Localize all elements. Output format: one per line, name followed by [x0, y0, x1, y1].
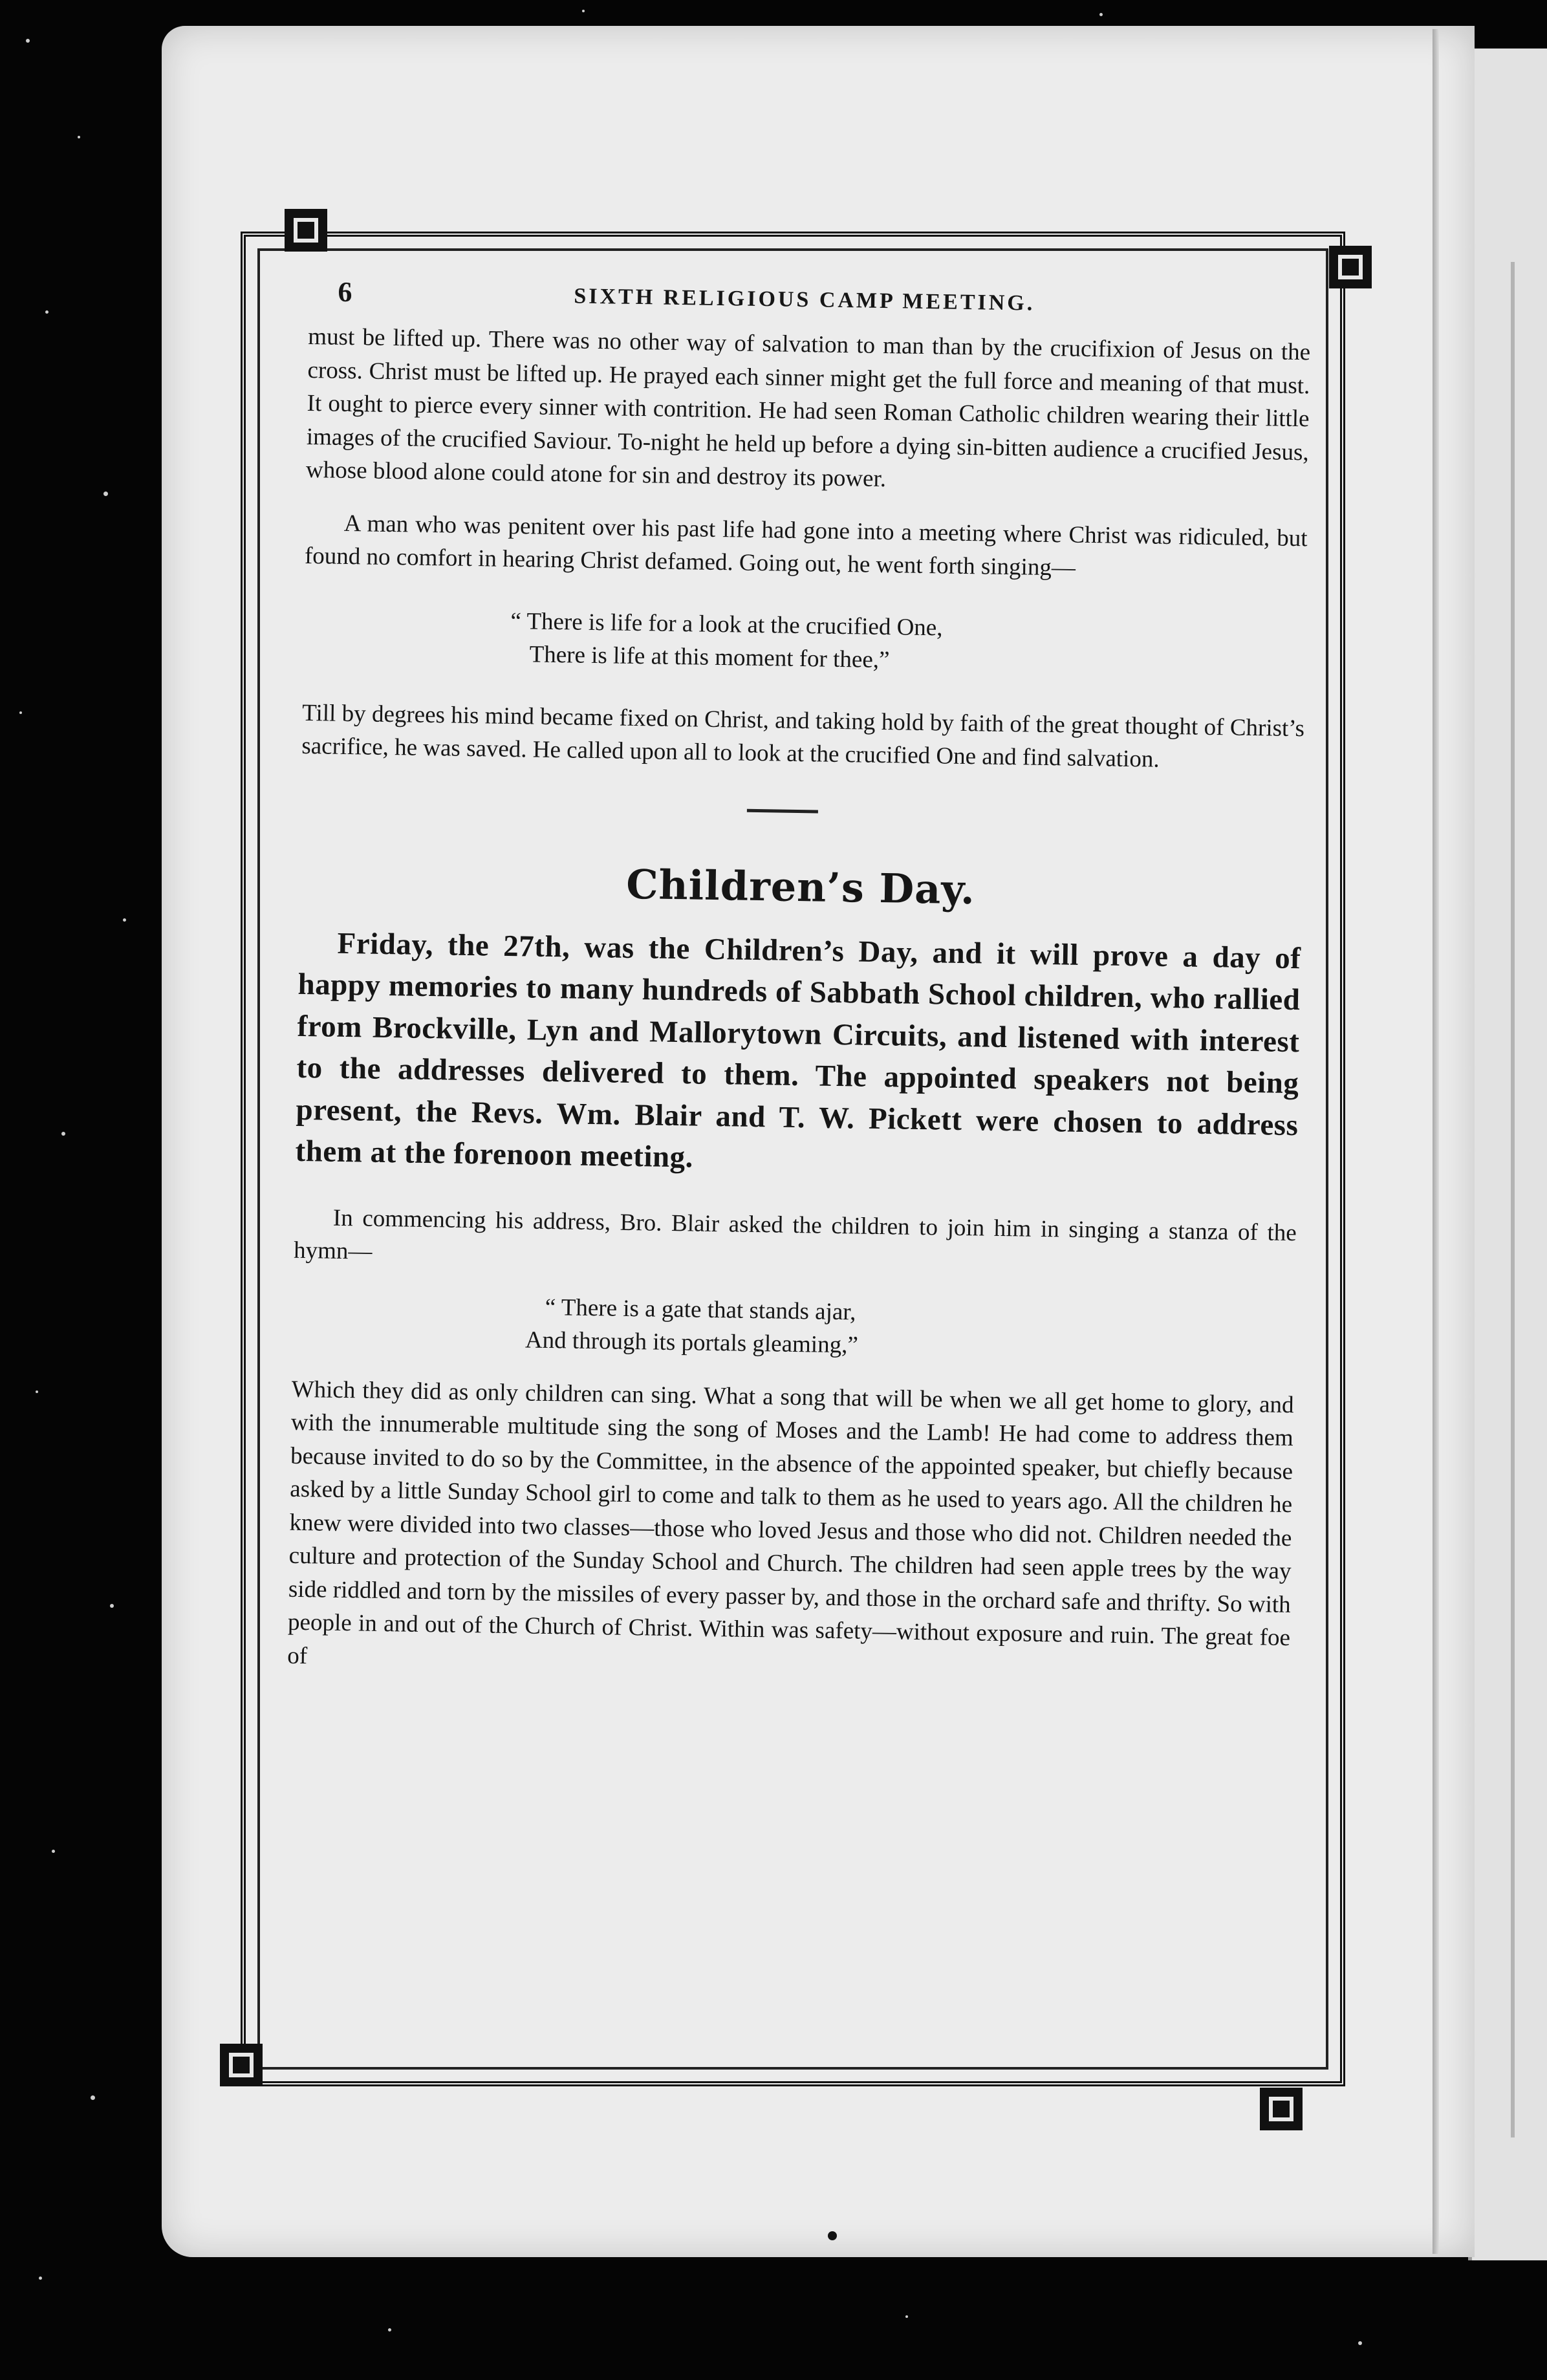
section-divider [747, 808, 818, 813]
adjacent-page-edge [1468, 49, 1547, 2260]
ink-spot [828, 2231, 837, 2240]
hymn-line-1: “ There is a gate that stands ajar, [545, 1293, 856, 1325]
sermon-paragraph-3: Till by degrees his mind became fixed on Christ, and taking hold by faith of the great thought of Christ’s sacrifice, he was saved. He called upon all to look at the crucified One and find salvation. [301, 699, 1305, 773]
corner-ornament-bottom-left [220, 2044, 263, 2086]
sermon-paragraph-2: A man who was penitent over his past life had gone into a meeting where Christ was ridiculed, but found no comfort in hearing Christ defamed. Going out, he went forth singing— [304, 510, 1308, 581]
adjacent-page-frame [1511, 262, 1541, 2137]
running-head-title: SIXTH RELIGIOUS CAMP MEETING. [574, 284, 1035, 316]
childrens-day-lead-paragraph: Friday, the 27th, was the Children’s Day, and it will prove a day of happy memories to many hundreds of Sabbath School children, who rallied from Brockville, Lyn and Mallorytown Circuits, and listened with interest to the addresses delivered to them. The appointed speakers not being present, the Revs. Wm. Blair and T. W. Pickett were chosen to address them at the forenoon meeting. [295, 926, 1301, 1174]
page-text [287, 268, 1312, 1688]
corner-ornament-top-left [285, 209, 327, 252]
hymn-line-2: And through its portals gleaming,” [525, 1326, 859, 1359]
corner-ornament-bottom-right [1260, 2088, 1303, 2130]
verse-line-1: “ There is life for a look at the crucified One, [510, 607, 943, 641]
sermon-paragraph-1: must be lifted up. There was no other way of salvation to man than by the crucifixion of Jesus on the cross. Christ must be lifted up. He prayed each sinner might get the full force and meaning of that must. It ought to pierce every sinner with contrition. He had seen Roman Catholic children wearing their little images of the crucified Saviour. To-night he held up before a dying sin-bitten audience a crucified Jesus, whose blood alone could atone for sin and destroy its power. [305, 323, 1311, 493]
section-title: Children’s Day. [625, 860, 976, 913]
corner-ornament-top-right [1329, 246, 1372, 288]
page-crease [1433, 29, 1439, 2254]
childrens-day-paragraph-3: Which they did as only children can sing. What a song that will be when we all get home to glory, and with the innumerable multitude sing the song of Moses and the Lamb! He had come to address them because invited to do so by the Committee, in the absence of the appointed speaker, but chiefly because asked by a little Sunday School girl to come and talk to them as he used to years ago. All the children he knew were divided into two classes—those who loved Jesus and those who did not. Children needed the culture and protection of the Sunday School and Church. The children had seen apple trees by the way side riddled and torn by the missiles of every passer by, and those in the orchard safe and thrifty. So with people in and out of the Church of Christ. Within was safety—without exposure and ruin. The great foe of [287, 1376, 1294, 1669]
verse-line-2: There is life at this moment for thee,” [529, 641, 890, 674]
childrens-day-paragraph-2: In commencing his address, Bro. Blair asked the children to join him in singing a stanza of the hymn— [293, 1204, 1297, 1265]
page-number: 6 [338, 276, 352, 308]
